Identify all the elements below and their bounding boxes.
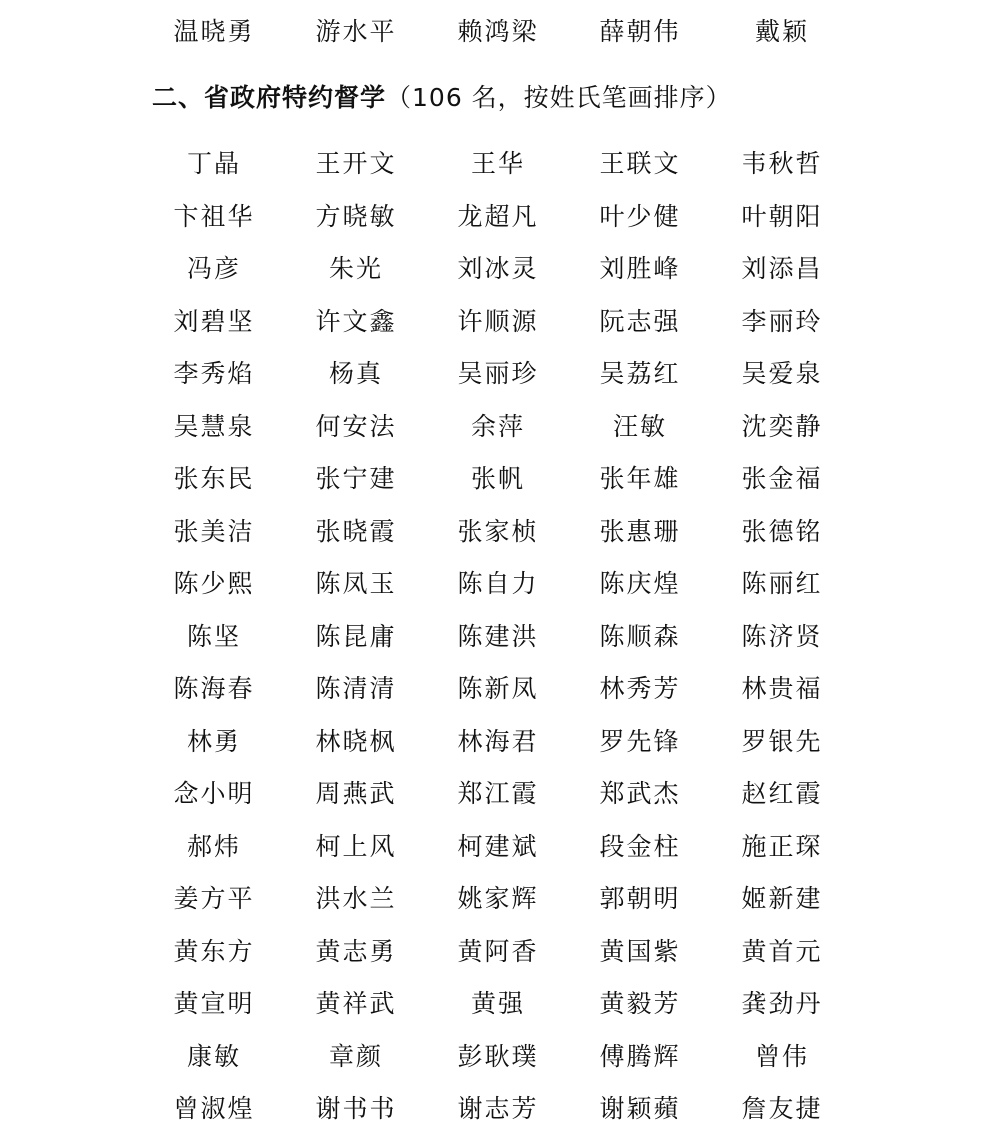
name-cell: 王华: [470, 149, 525, 178]
name-row: [143, 147, 853, 181]
name-cell: 林海君: [457, 726, 539, 756]
name-cell: 张家桢: [457, 516, 539, 546]
name-cell: 赖鸿梁: [457, 17, 539, 46]
name-cell: 韦秋哲: [741, 149, 823, 178]
name-cell: 陈凤玉: [315, 569, 397, 598]
name-cell: 陈坚: [186, 621, 241, 651]
name-cell: 罗先锋: [599, 726, 681, 756]
name-cell: 陈庆煌: [599, 569, 681, 598]
name-cell: 张美洁: [173, 516, 255, 546]
name-row: [143, 462, 853, 496]
name-row: [143, 987, 853, 1021]
name-cell: 方晓敏: [315, 201, 397, 231]
name-row: [143, 357, 853, 391]
name-cell: 柯建斌: [457, 831, 539, 861]
name-cell: 刘碧坚: [173, 306, 255, 336]
name-cell: 康敏: [186, 1041, 241, 1071]
name-cell: 段金柱: [599, 831, 681, 861]
name-cell: 卞祖华: [173, 201, 255, 231]
name-row: [143, 830, 853, 864]
name-cell: 陈自力: [457, 569, 539, 598]
name-cell: 温晓勇: [173, 17, 255, 46]
name-cell: 黄宣明: [173, 989, 255, 1018]
name-cell: 许顺源: [457, 306, 539, 336]
name-cell: 傅腾辉: [599, 1041, 681, 1071]
name-cell: 陈顺森: [599, 621, 681, 651]
name-row: [143, 305, 853, 339]
name-cell: 汪敏: [612, 411, 667, 441]
name-cell: 吴丽珍: [457, 359, 539, 388]
name-cell: 冯彦: [186, 254, 241, 283]
name-cell: 洪水兰: [315, 884, 397, 913]
name-cell: 彭耿璞: [457, 1041, 539, 1071]
name-cell: 曾淑煌: [173, 1094, 255, 1123]
name-cell: 龚劲丹: [741, 989, 823, 1018]
name-cell: 李秀焰: [173, 359, 255, 388]
name-cell: 余萍: [470, 411, 525, 441]
name-row: [143, 200, 853, 234]
section-count-note: （106 名，按姓氏笔画排序）: [386, 83, 732, 112]
name-cell: 陈新凤: [457, 674, 539, 703]
name-cell: 李丽玲: [741, 306, 823, 336]
name-cell: 吴爱泉: [741, 359, 823, 388]
name-cell: 姚家辉: [457, 884, 539, 913]
name-row: [143, 672, 853, 706]
name-cell: 吴荔红: [599, 359, 681, 388]
name-cell: 张惠珊: [599, 516, 681, 546]
name-cell: 郑江霞: [457, 779, 539, 808]
name-cell: 曾伟: [754, 1041, 809, 1071]
name-row: [143, 777, 853, 811]
name-row-previous-section: [143, 15, 853, 49]
name-row: [143, 725, 853, 759]
name-cell: 黄阿香: [457, 936, 539, 966]
name-cell: 杨真: [328, 359, 383, 388]
name-cell: 何安法: [315, 411, 397, 441]
name-cell: 吴慧泉: [173, 411, 255, 441]
name-cell: 刘胜峰: [599, 254, 681, 283]
name-cell: 郝炜: [186, 831, 241, 861]
name-cell: 陈海春: [173, 674, 255, 703]
name-cell: 黄志勇: [315, 936, 397, 966]
name-cell: 张宁建: [315, 464, 397, 493]
section-title: 二、省政府特约督学: [152, 83, 387, 112]
name-cell: 戴颖: [754, 17, 809, 46]
name-cell: 陈昆庸: [315, 621, 397, 651]
name-cell: 张晓霞: [315, 516, 397, 546]
name-cell: 姜方平: [173, 884, 255, 913]
name-cell: 龙超凡: [457, 201, 539, 231]
name-cell: 黄首元: [741, 936, 823, 966]
name-row: [143, 935, 853, 969]
name-cell: 刘冰灵: [457, 254, 539, 283]
name-cell: 周燕武: [315, 779, 397, 808]
name-cell: 柯上风: [315, 831, 397, 861]
name-cell: 叶朝阳: [741, 201, 823, 231]
name-cell: 丁晶: [186, 149, 241, 178]
name-cell: 罗银先: [741, 726, 823, 756]
name-row: [143, 1040, 853, 1074]
name-cell: 谢颖蘋: [599, 1094, 681, 1123]
name-cell: 张年雄: [599, 464, 681, 493]
name-cell: 黄东方: [173, 936, 255, 966]
name-cell: 黄强: [470, 989, 525, 1018]
name-cell: 朱光: [328, 254, 383, 283]
name-cell: 谢志芳: [457, 1094, 539, 1123]
name-row: [143, 620, 853, 654]
name-cell: 林秀芳: [599, 674, 681, 703]
name-cell: 郑武杰: [599, 779, 681, 808]
name-cell: 谢书书: [315, 1094, 397, 1123]
name-cell: 陈丽红: [741, 569, 823, 598]
name-cell: 沈奕静: [741, 411, 823, 441]
name-cell: 念小明: [173, 779, 255, 808]
name-cell: 张帆: [470, 464, 525, 493]
name-row: [143, 567, 853, 601]
name-cell: 薛朝伟: [599, 17, 681, 46]
name-cell: 张德铭: [741, 516, 823, 546]
name-cell: 黄国紫: [599, 936, 681, 966]
name-cell: 张金福: [741, 464, 823, 493]
name-cell: 林晓枫: [315, 726, 397, 756]
name-cell: 陈清清: [315, 674, 397, 703]
name-cell: 黄毅芳: [599, 989, 681, 1018]
name-cell: 郭朝明: [599, 884, 681, 913]
name-cell: 王联文: [599, 149, 681, 178]
name-cell: 陈建洪: [457, 621, 539, 651]
name-cell: 张东民: [173, 464, 255, 493]
name-row: [143, 410, 853, 444]
name-cell: 陈少熙: [173, 569, 255, 598]
name-cell: 陈济贤: [741, 621, 823, 651]
name-cell: 游水平: [315, 17, 397, 46]
name-cell: 姬新建: [741, 884, 823, 913]
name-row: [143, 882, 853, 916]
name-cell: 林勇: [186, 726, 241, 756]
name-cell: 叶少健: [599, 201, 681, 231]
name-row: [143, 515, 853, 549]
name-cell: 王开文: [315, 149, 397, 178]
name-cell: 刘添昌: [741, 254, 823, 283]
name-cell: 黄祥武: [315, 989, 397, 1018]
name-cell: 章颜: [328, 1041, 383, 1071]
name-cell: 许文鑫: [315, 306, 397, 336]
name-cell: 施正琛: [741, 831, 823, 861]
name-cell: 林贵福: [741, 674, 823, 703]
name-cell: 阮志强: [599, 306, 681, 336]
section-heading: [152, 78, 912, 118]
name-row: [143, 252, 853, 286]
name-row: [143, 1092, 853, 1126]
name-cell: 赵红霞: [741, 779, 823, 808]
name-cell: 詹友捷: [741, 1094, 823, 1123]
